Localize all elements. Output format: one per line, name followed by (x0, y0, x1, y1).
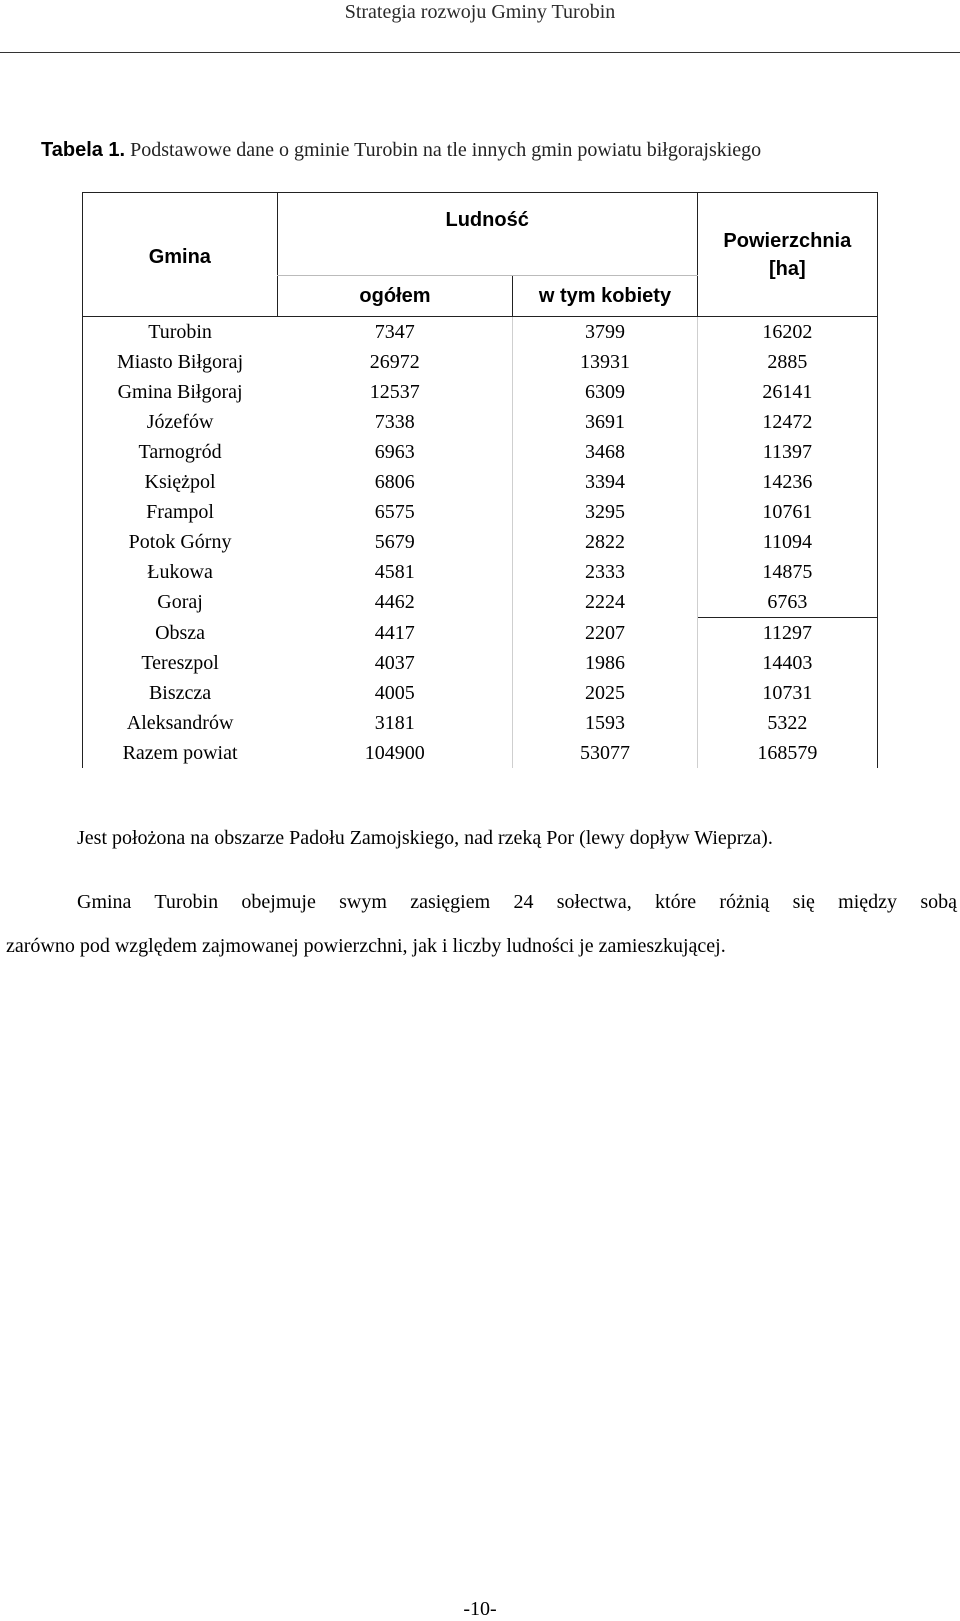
cell-gmina: Potok Górny (83, 527, 278, 557)
cell-ogolem: 4462 (277, 587, 513, 618)
table-row (83, 317, 878, 348)
header-kobiety: w tym kobiety (513, 276, 697, 317)
caption-label: Tabela 1. (41, 139, 126, 161)
table-row (83, 437, 878, 467)
table-row (83, 587, 878, 618)
cell-powierzchnia: 16202 (697, 317, 877, 348)
table-row (83, 678, 878, 708)
cell-powierzchnia: 11094 (697, 527, 877, 557)
table-row (83, 467, 878, 497)
header-rule (0, 52, 960, 53)
cell-kobiety: 3394 (513, 467, 697, 497)
cell-gmina: Aleksandrów (83, 708, 278, 738)
cell-ogolem: 26972 (277, 347, 513, 377)
paragraph-solectwa-line2: zarówno pod względem zajmowanej powierzchni, jak i liczby ludności je zamieszkującej. (6, 935, 726, 957)
cell-ogolem: 4581 (277, 557, 513, 587)
cell-ogolem: 7347 (277, 317, 513, 348)
cell-ogolem: 4417 (277, 618, 513, 649)
cell-powierzchnia: 12472 (697, 407, 877, 437)
cell-powierzchnia: 14403 (697, 648, 877, 678)
cell-powierzchnia: 2885 (697, 347, 877, 377)
page-number: -10- (463, 1598, 497, 1620)
cell-gmina: Józefów (83, 407, 278, 437)
table-row (83, 347, 878, 377)
cell-powierzchnia: 11297 (697, 618, 877, 649)
table-total-row (83, 738, 878, 768)
cell-kobiety: 3295 (513, 497, 697, 527)
header-powierzchnia: Powierzchnia [ha] (697, 193, 877, 317)
table-row (83, 407, 878, 437)
cell-ogolem: 6963 (277, 437, 513, 467)
total-gmina: Razem powiat (83, 738, 278, 768)
cell-kobiety: 3468 (513, 437, 697, 467)
table-row (83, 708, 878, 738)
paragraph-location: Jest położona na obszarze Padołu Zamojskiego, nad rzeką Por (lewy dopływ Wieprza). (77, 827, 773, 849)
cell-powierzchnia: 11397 (697, 437, 877, 467)
cell-gmina: Tarnogród (83, 437, 278, 467)
cell-powierzchnia: 14875 (697, 557, 877, 587)
table-row (83, 648, 878, 678)
cell-gmina: Łukowa (83, 557, 278, 587)
cell-gmina: Obsza (83, 618, 278, 649)
running-header: Strategia rozwoju Gminy Turobin (344, 1, 616, 23)
cell-gmina: Tereszpol (83, 648, 278, 678)
cell-ogolem: 12537 (277, 377, 513, 407)
cell-kobiety: 1593 (513, 708, 697, 738)
header-gmina: Gmina (83, 193, 278, 317)
cell-gmina: Goraj (83, 587, 278, 618)
table-body (83, 317, 878, 769)
cell-powierzchnia: 10731 (697, 678, 877, 708)
cell-powierzchnia: 5322 (697, 708, 877, 738)
cell-ogolem: 6806 (277, 467, 513, 497)
cell-powierzchnia: 6763 (697, 587, 877, 618)
cell-powierzchnia: 26141 (697, 377, 877, 407)
cell-kobiety: 2224 (513, 587, 697, 618)
cell-ogolem: 6575 (277, 497, 513, 527)
cell-kobiety: 3691 (513, 407, 697, 437)
cell-ogolem: 4037 (277, 648, 513, 678)
cell-gmina: Turobin (83, 317, 278, 348)
cell-kobiety: 1986 (513, 648, 697, 678)
table-row (83, 377, 878, 407)
table-row (83, 527, 878, 557)
table-caption (41, 138, 761, 162)
cell-gmina: Księżpol (83, 467, 278, 497)
cell-kobiety: 2333 (513, 557, 697, 587)
paragraph-solectwa-line1: Gmina Turobin obejmuje swym zasięgiem 24 sołectwa, które różnią się między sobą (77, 891, 957, 913)
cell-kobiety: 2207 (513, 618, 697, 649)
total-ogolem: 104900 (277, 738, 513, 768)
cell-ogolem: 5679 (277, 527, 513, 557)
cell-powierzchnia: 14236 (697, 467, 877, 497)
cell-kobiety: 3799 (513, 317, 697, 348)
cell-kobiety: 13931 (513, 347, 697, 377)
cell-gmina: Gmina Biłgoraj (83, 377, 278, 407)
header-ludnosc: Ludność (277, 193, 697, 276)
cell-kobiety: 2822 (513, 527, 697, 557)
cell-gmina: Biszcza (83, 678, 278, 708)
table-row (83, 618, 878, 649)
total-powierzchnia: 168579 (697, 738, 877, 768)
table-row (83, 497, 878, 527)
caption-text: Podstawowe dane o gminie Turobin na tle innych gmin powiatu biłgorajskiego (130, 139, 762, 161)
table-row (83, 557, 878, 587)
population-table (82, 192, 878, 768)
cell-ogolem: 7338 (277, 407, 513, 437)
cell-gmina: Frampol (83, 497, 278, 527)
total-kobiety: 53077 (513, 738, 697, 768)
cell-ogolem: 4005 (277, 678, 513, 708)
cell-powierzchnia: 10761 (697, 497, 877, 527)
cell-kobiety: 2025 (513, 678, 697, 708)
cell-kobiety: 6309 (513, 377, 697, 407)
cell-ogolem: 3181 (277, 708, 513, 738)
cell-gmina: Miasto Biłgoraj (83, 347, 278, 377)
header-ogolem: ogółem (277, 276, 513, 317)
